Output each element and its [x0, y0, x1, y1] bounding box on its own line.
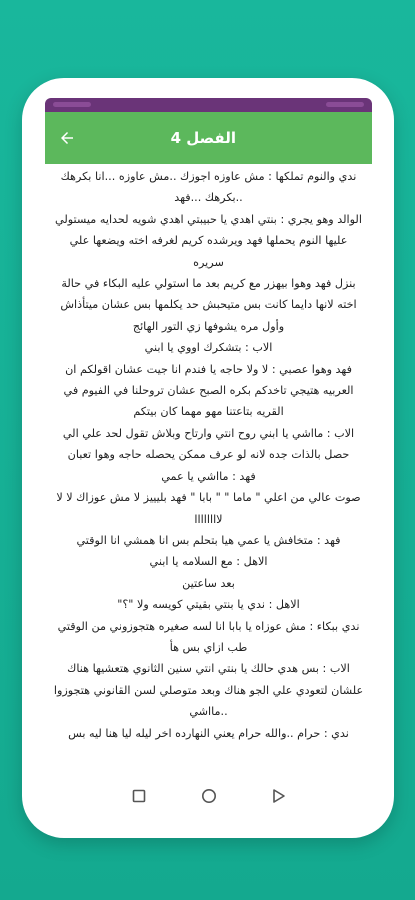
chapter-paragraph: الاهل : ندي يا بنتي بقيتي كويسه ولا "؟" [117, 598, 300, 612]
chapter-paragraph: بعد ساعتين [182, 576, 235, 590]
status-bar-right [326, 102, 364, 107]
chapter-paragraph: ندي : حرام ..والله حرام يعني النهارده اخر ليله ليا هنا ليه بس [68, 726, 349, 740]
nav-back-button[interactable] [268, 785, 290, 807]
recent-apps-button[interactable] [128, 785, 150, 807]
square-icon [132, 789, 146, 803]
status-bar [45, 98, 372, 112]
chapter-paragraph: ندي ببكاء : مش عوزاه يا بابا انا لسه صغيره هتجوزوني من الوقتي طب ازاي بس هأ [57, 619, 360, 654]
chapter-paragraph: بنزل فهد وهوا بيهزر مع كريم بعد ما استولي عليه البكاء في حالة اخته لانها دايما كانت بس متيحبش حد يكلمها بس عشان ميتأذاش وأول مره يشوفها زي التور الهائج [60, 277, 357, 333]
status-bar-left [53, 102, 91, 107]
circle-icon [201, 788, 217, 804]
chapter-paragraph: فهد : متخافش يا عمي هيا بتحلم بس انا همشي انا الوقتي [76, 533, 341, 547]
chapter-paragraph: الاهل : مع السلامه يا ابني [149, 555, 268, 569]
system-nav-bar [45, 774, 372, 818]
chapter-paragraph: الاب : مااشي يا ابني روح انتي وارتاح وبلاش تقول لحد علي الي حصل بالذات جده لانه لو عرف ممكن يحصله حاجه وهوا تعبان [62, 426, 355, 462]
chapter-paragraph: الاب : بس هدي حالك يا بنتي انتي سنين الثانوي هتعشيها هناك علشان لتعودي علي الجو هناك وبعد متوصلي لسن القانوني هتجوزوا ..مااشي [53, 662, 364, 719]
chapter-paragraph: الاب : بتشكرك اووي يا ابني [144, 341, 273, 355]
chapter-paragraph: فهد وهوا عصبي : لا ولا حاجه يا فندم انا جيت عشان اقولكم ان العربيه هتيجي تاخدكم بكره الصبح عشان تروحلنا في الفيوم في القريه بتاعتنا مهو مهما كان بيتكم [63, 362, 354, 419]
app-screen [45, 98, 372, 818]
triangle-back-icon [272, 788, 286, 804]
chapter-paragraph: صوت عالي من اعلي " ماما " " بابا " فهد بليييز لا مش عوزاك لا لا لاااااااا [56, 491, 361, 526]
chapter-paragraph: الوالد وهو يجري : بنتي اهدي يا حبيبتي اهدي شويه لحدايه ميستولي عليها النوم يحملها فهد ويرشده كريم لغرفه اخته ويضعها علي سريره [55, 212, 362, 269]
chapter-paragraph: ندي والنوم تملكها : مش عاوزه اجوزك ..مش عاوزه ...انا بكرهك ..بكرهك ...فهد [60, 170, 357, 205]
arrow-left-icon [58, 129, 76, 147]
chapter-text[interactable] [45, 164, 372, 774]
chapter-paragraph: فهد : مااشي يا عمي [161, 469, 256, 483]
back-button[interactable] [55, 126, 79, 150]
app-bar [45, 112, 372, 164]
page-title: الفصل 4 [170, 129, 236, 147]
home-button[interactable] [198, 785, 220, 807]
